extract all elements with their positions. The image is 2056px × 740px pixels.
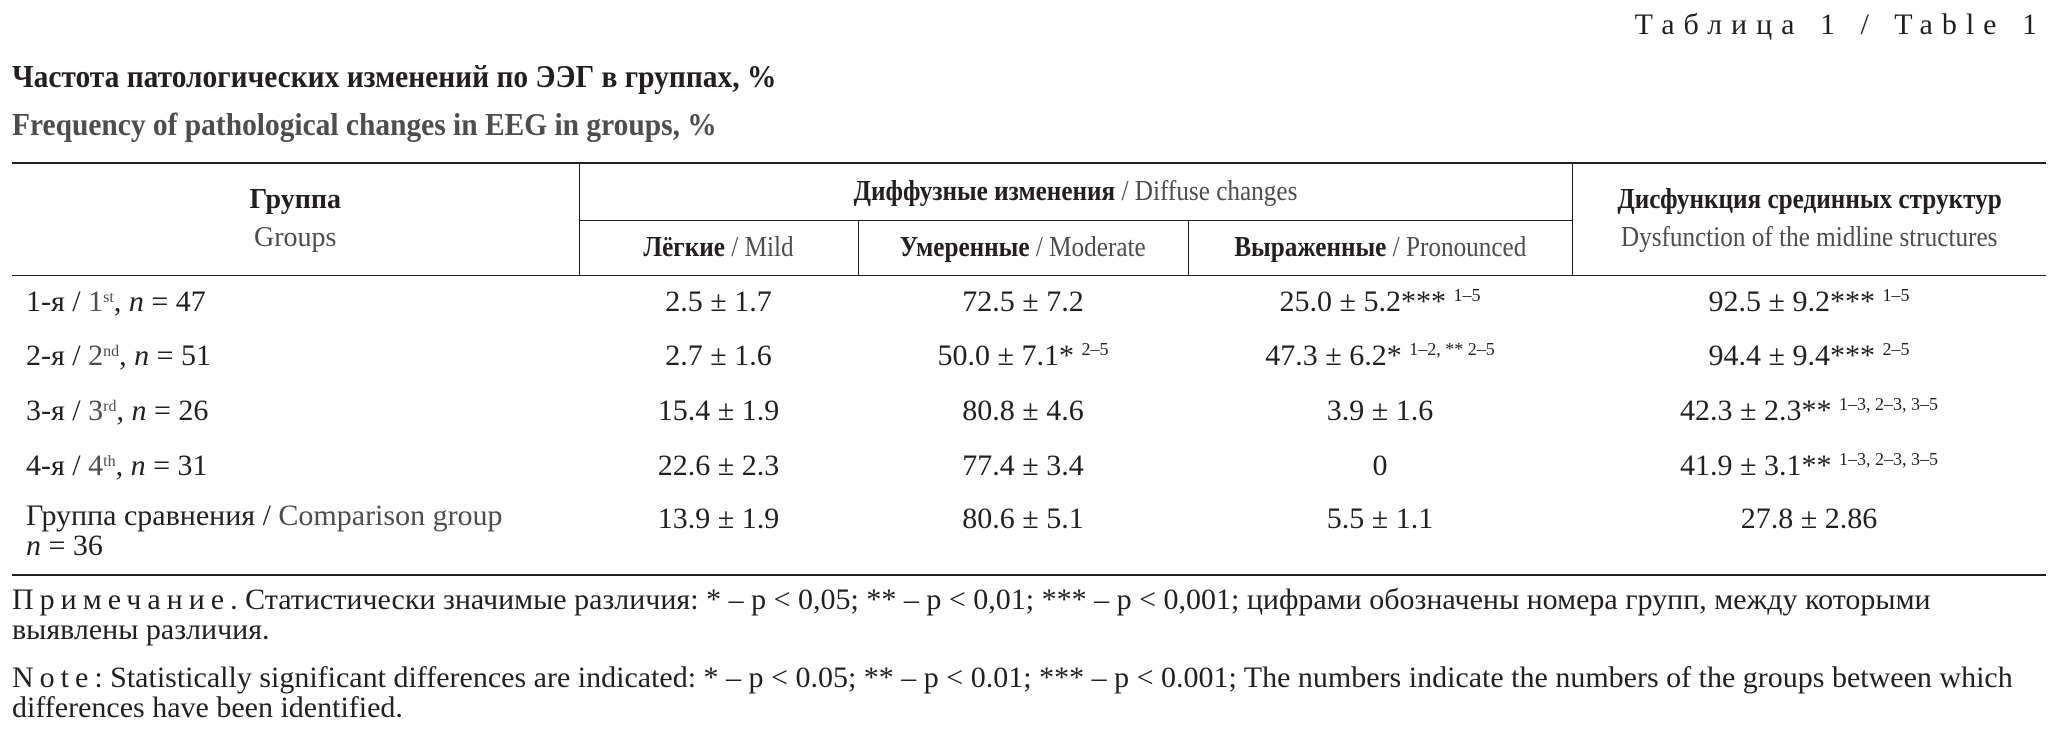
note-en-label: Note [12,661,95,694]
table-title-en: Frequency of pathological changes in EEG in groups, % [12,106,717,142]
header-diffuse-ru: Диффузные изменения [853,175,1116,207]
table-row-group-2 [12,330,2046,385]
cell-group: 3-я / 3rd, n = 26 [26,394,209,427]
cell-moderate: 80.6 ± 5.1 [858,495,1188,575]
cell-pronounced: 25.0 ± 5.2*** $^{1-5}$ [1279,284,1481,318]
cell-pronounced: 47.3 ± 6.2* $^{1-2, ** 2-5}$ [1265,339,1495,372]
header-pronounced: Выраженные / Pronounced [1188,220,1572,275]
note-en-text: : Statistically significant differences are indicated: * – p < 0.05; ** – p < 0.01; *** – p < 0.001; The numbers indicate the numbers of the groups between which differences have been identified. [12,661,2013,724]
cell-mild: 15.4 ± 1.9 [657,394,780,427]
cell-midline: 27.8 ± 2.86 [1572,495,2046,575]
cell-pronounced: 5.5 ± 1.1 [1188,495,1572,575]
cell-midline: 94.4 ± 9.4*** $^{2-5}$ [1708,339,1910,372]
header-group-ru: Группа [249,184,342,216]
cell-group: 2-я / 2nd, n = 51 [26,339,212,372]
cell-moderate: 77.4 ± 3.4 [962,449,1084,482]
cell-group: Группа сравнения / Comparison group n = 36 [12,495,579,575]
header-group-en: Groups [254,222,337,254]
cell-mild: 2.5 ± 1.7 [665,284,772,318]
cell-mild: 22.6 ± 2.3 [657,449,780,482]
cell-pronounced: 3.9 ± 1.6 [1326,394,1434,427]
note-ru [12,585,2046,645]
cell-pronounced: 0 [1372,449,1388,482]
note-ru-label: Примечание [12,583,231,616]
cell-midline: 92.5 ± 9.2*** $^{1-5}$ [1708,284,1910,318]
header-diffuse: Диффузные изменения / Diffuse changes [579,163,1572,220]
cell-group: 1-я / 1st, n = 47 [26,284,206,318]
cell-mild: 2.7 ± 1.6 [665,339,772,372]
cell-moderate: 80.8 ± 4.6 [962,394,1084,427]
cell-moderate: 72.5 ± 7.2 [962,284,1084,318]
header-diffuse-en: Diffuse changes [1134,175,1298,207]
cell-moderate: 50.0 ± 7.1* $^{2-5}$ [937,339,1109,372]
table-row-group-1 [12,275,2046,330]
header-moderate: Умеренные / Moderate [858,220,1188,275]
table-label: Таблица 1 / Table 1 [1634,8,2046,41]
header-midline-ru: Дисфункция срединных структур [1617,184,2002,216]
note-en [12,663,2046,723]
note-ru-text: . Статистически значимые различия: * – p < 0,05; ** – p < 0,01; *** – p < 0,001; цифрами обозначены номера групп, между которыми выявлены различия. [12,583,1931,646]
table-title-ru: Частота патологических изменений по ЭЭГ в группах, % [12,58,777,94]
cell-mild: 13.9 ± 1.9 [579,495,858,575]
table-row-comparison [12,495,2046,575]
table-row-group-4 [12,440,2046,495]
header-midline-en: Dysfunction of the midline structures [1620,222,1998,254]
header-midline [1572,163,2046,275]
cell-midline: 41.9 ± 3.1** $^{1-3, 2-3, 3-5}$ [1680,449,1938,482]
eeg-frequency-table [12,162,2046,576]
header-mild: Лёгкие / Mild [579,220,858,275]
table-row-group-3 [12,385,2046,440]
cell-midline: 42.3 ± 2.3** $^{1-3, 2-3, 3-5}$ [1680,394,1938,427]
cell-group: 4-я / 4th, n = 31 [26,449,208,482]
header-group [12,163,579,275]
